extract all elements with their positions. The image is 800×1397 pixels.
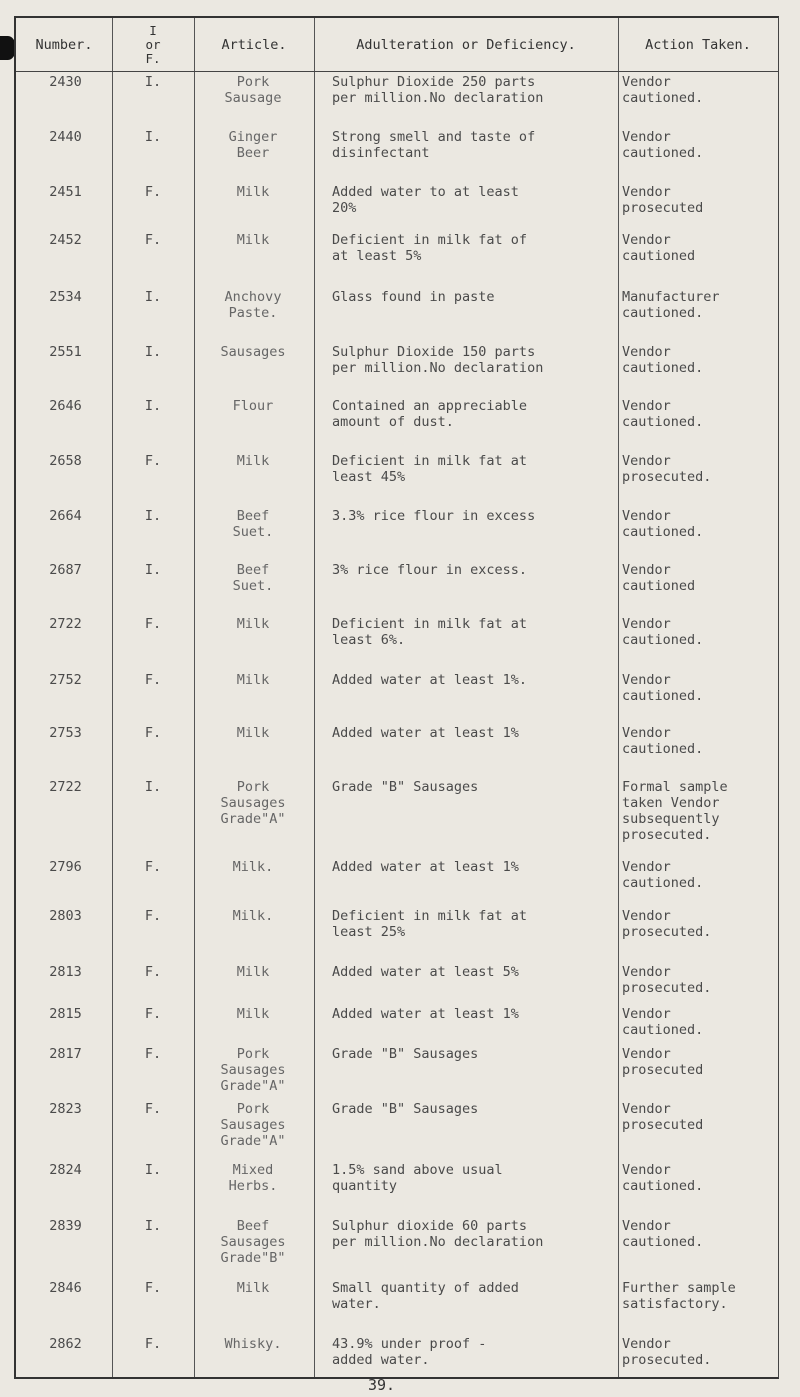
row-import-or-foreign: I. xyxy=(144,508,162,524)
row-article: Anchovy Paste. xyxy=(224,289,282,321)
header-i-or-f xyxy=(112,18,194,71)
row-action: Vendor prosecuted xyxy=(622,1101,704,1133)
row-number: 2862 xyxy=(49,1336,82,1352)
row-import-or-foreign: F. xyxy=(144,1046,162,1062)
row-article: Milk xyxy=(236,184,270,200)
row-import-or-foreign: I. xyxy=(144,1218,162,1234)
page-number: 39. xyxy=(368,1376,396,1394)
row-adulteration: Strong smell and taste of disinfectant xyxy=(332,129,536,161)
row-number: 2803 xyxy=(49,908,82,924)
row-number: 2824 xyxy=(49,1162,82,1178)
row-import-or-foreign: F. xyxy=(144,1101,162,1117)
row-import-or-foreign: F. xyxy=(144,964,162,980)
row-action: Vendor cautioned. xyxy=(622,508,704,540)
row-adulteration: Deficient in milk fat of at least 5% xyxy=(332,232,528,264)
row-number: 2452 xyxy=(49,232,82,248)
adulteration-table xyxy=(14,16,779,1379)
row-adulteration: Small quantity of added water. xyxy=(332,1280,519,1312)
row-adulteration: Grade "B" Sausages xyxy=(332,779,479,795)
row-article: Milk xyxy=(236,453,270,469)
row-article: Beef Suet. xyxy=(232,508,274,540)
row-number: 2722 xyxy=(49,616,82,632)
row-adulteration: Grade "B" Sausages xyxy=(332,1101,479,1117)
row-adulteration: 1.5% sand above usual quantity xyxy=(332,1162,503,1194)
row-article: Pork Sausages Grade"A" xyxy=(220,1101,286,1149)
row-import-or-foreign: F. xyxy=(144,616,162,632)
row-import-or-foreign: F. xyxy=(144,672,162,688)
row-number: 2440 xyxy=(49,129,82,145)
row-action: Vendor cautioned xyxy=(622,232,696,264)
row-action: Vendor prosecuted. xyxy=(622,908,712,940)
row-article: Pork Sausages Grade"A" xyxy=(220,1046,286,1094)
row-adulteration: 43.9% under proof - added water. xyxy=(332,1336,487,1368)
row-article: Milk. xyxy=(232,859,274,875)
row-import-or-foreign: I. xyxy=(144,398,162,414)
row-action: Vendor cautioned. xyxy=(622,1218,704,1250)
row-article: Milk xyxy=(236,616,270,632)
row-adulteration: Glass found in paste xyxy=(332,289,495,305)
row-article: Whisky. xyxy=(224,1336,282,1352)
row-import-or-foreign: F. xyxy=(144,859,162,875)
row-article: Milk xyxy=(236,232,270,248)
row-number: 2813 xyxy=(49,964,82,980)
header-adulteration: Adulteration or Deficiency. xyxy=(356,36,576,53)
header-i-or-f-line: or xyxy=(145,36,161,52)
row-action: Vendor cautioned. xyxy=(622,1006,704,1038)
row-adulteration: Added water at least 1% xyxy=(332,1006,519,1022)
row-import-or-foreign: I. xyxy=(144,74,162,90)
row-article: Ginger Beer xyxy=(228,129,278,161)
row-adulteration: 3.3% rice flour in excess xyxy=(332,508,536,524)
row-article: Beef Suet. xyxy=(232,562,274,594)
row-import-or-foreign: I. xyxy=(144,562,162,578)
row-action: Vendor prosecuted xyxy=(622,184,704,216)
row-adulteration: Deficient in milk fat at least 45% xyxy=(332,453,528,485)
header-article: Article. xyxy=(221,36,287,53)
row-article: Milk xyxy=(236,1006,270,1022)
row-article: Milk xyxy=(236,725,270,741)
row-action: Vendor cautioned. xyxy=(622,129,704,161)
row-number: 2430 xyxy=(49,74,82,90)
row-number: 2658 xyxy=(49,453,82,469)
row-import-or-foreign: F. xyxy=(144,453,162,469)
row-article: Milk. xyxy=(232,908,274,924)
header-action: Action Taken. xyxy=(645,36,751,53)
row-article: Sausages xyxy=(220,344,286,360)
row-article: Pork Sausages Grade"A" xyxy=(220,779,286,827)
row-import-or-foreign: F. xyxy=(144,184,162,200)
row-number: 2846 xyxy=(49,1280,82,1296)
row-action: Vendor prosecuted. xyxy=(622,964,712,996)
row-import-or-foreign: F. xyxy=(144,725,162,741)
row-action: Vendor cautioned. xyxy=(622,859,704,891)
row-number: 2534 xyxy=(49,289,82,305)
row-article: Pork Sausage xyxy=(224,74,282,106)
row-import-or-foreign: I. xyxy=(144,344,162,360)
row-action: Vendor cautioned. xyxy=(622,1162,704,1194)
row-action: Manufacturer cautioned. xyxy=(622,289,720,321)
row-adulteration: Deficient in milk fat at least 25% xyxy=(332,908,528,940)
row-article: Milk xyxy=(236,1280,270,1296)
row-adulteration: Added water at least 5% xyxy=(332,964,519,980)
row-action: Formal sample taken Vendor subsequently prosecuted. xyxy=(622,779,728,843)
row-number: 2823 xyxy=(49,1101,82,1117)
row-number: 2687 xyxy=(49,562,82,578)
row-import-or-foreign: I. xyxy=(144,289,162,305)
row-import-or-foreign: F. xyxy=(144,1006,162,1022)
row-adulteration: Grade "B" Sausages xyxy=(332,1046,479,1062)
row-adulteration: Added water at least 1%. xyxy=(332,672,528,688)
row-article: Milk xyxy=(236,672,270,688)
row-number: 2664 xyxy=(49,508,82,524)
row-adulteration: Added water at least 1% xyxy=(332,859,519,875)
row-adulteration: Sulphur dioxide 60 parts per million.No declaration xyxy=(332,1218,544,1250)
row-article: Flour xyxy=(232,398,274,414)
row-adulteration: Sulphur Dioxide 150 parts per million.No declaration xyxy=(332,344,544,376)
row-action: Further sample satisfactory. xyxy=(622,1280,736,1312)
row-adulteration: Deficient in milk fat at least 6%. xyxy=(332,616,528,648)
row-import-or-foreign: F. xyxy=(144,1336,162,1352)
row-import-or-foreign: F. xyxy=(144,232,162,248)
row-article: Beef Sausages Grade"B" xyxy=(220,1218,286,1266)
row-number: 2646 xyxy=(49,398,82,414)
row-adulteration: Sulphur Dioxide 250 parts per million.No declaration xyxy=(332,74,544,106)
row-number: 2817 xyxy=(49,1046,82,1062)
header-i-or-f-line: I xyxy=(149,22,157,38)
row-action: Vendor cautioned. xyxy=(622,344,704,376)
row-number: 2451 xyxy=(49,184,82,200)
row-adulteration: 3% rice flour in excess. xyxy=(332,562,528,578)
row-action: Vendor prosecuted xyxy=(622,1046,704,1078)
row-article: Milk xyxy=(236,964,270,980)
row-action: Vendor cautioned. xyxy=(622,398,704,430)
row-action: Vendor prosecuted. xyxy=(622,453,712,485)
row-action: Vendor cautioned xyxy=(622,562,696,594)
row-import-or-foreign: I. xyxy=(144,129,162,145)
row-import-or-foreign: F. xyxy=(144,908,162,924)
row-action: Vendor cautioned. xyxy=(622,725,704,757)
header-number: Number. xyxy=(35,36,93,53)
header-i-or-f-line: F. xyxy=(145,50,161,66)
row-adulteration: Added water to at least 20% xyxy=(332,184,519,216)
row-action: Vendor cautioned. xyxy=(622,672,704,704)
row-number: 2551 xyxy=(49,344,82,360)
row-action: Vendor cautioned. xyxy=(622,74,704,106)
row-article: Mixed Herbs. xyxy=(228,1162,278,1194)
row-action: Vendor prosecuted. xyxy=(622,1336,712,1368)
row-number: 2815 xyxy=(49,1006,82,1022)
row-import-or-foreign: I. xyxy=(144,1162,162,1178)
row-import-or-foreign: F. xyxy=(144,1280,162,1296)
row-number: 2753 xyxy=(49,725,82,741)
row-import-or-foreign: I. xyxy=(144,779,162,795)
row-number: 2796 xyxy=(49,859,82,875)
column-divider xyxy=(314,18,315,1377)
header-rule xyxy=(16,71,778,72)
row-number: 2839 xyxy=(49,1218,82,1234)
row-number: 2722 xyxy=(49,779,82,795)
row-adulteration: Added water at least 1% xyxy=(332,725,519,741)
row-action: Vendor cautioned. xyxy=(622,616,704,648)
row-number: 2752 xyxy=(49,672,82,688)
row-adulteration: Contained an appreciable amount of dust. xyxy=(332,398,528,430)
